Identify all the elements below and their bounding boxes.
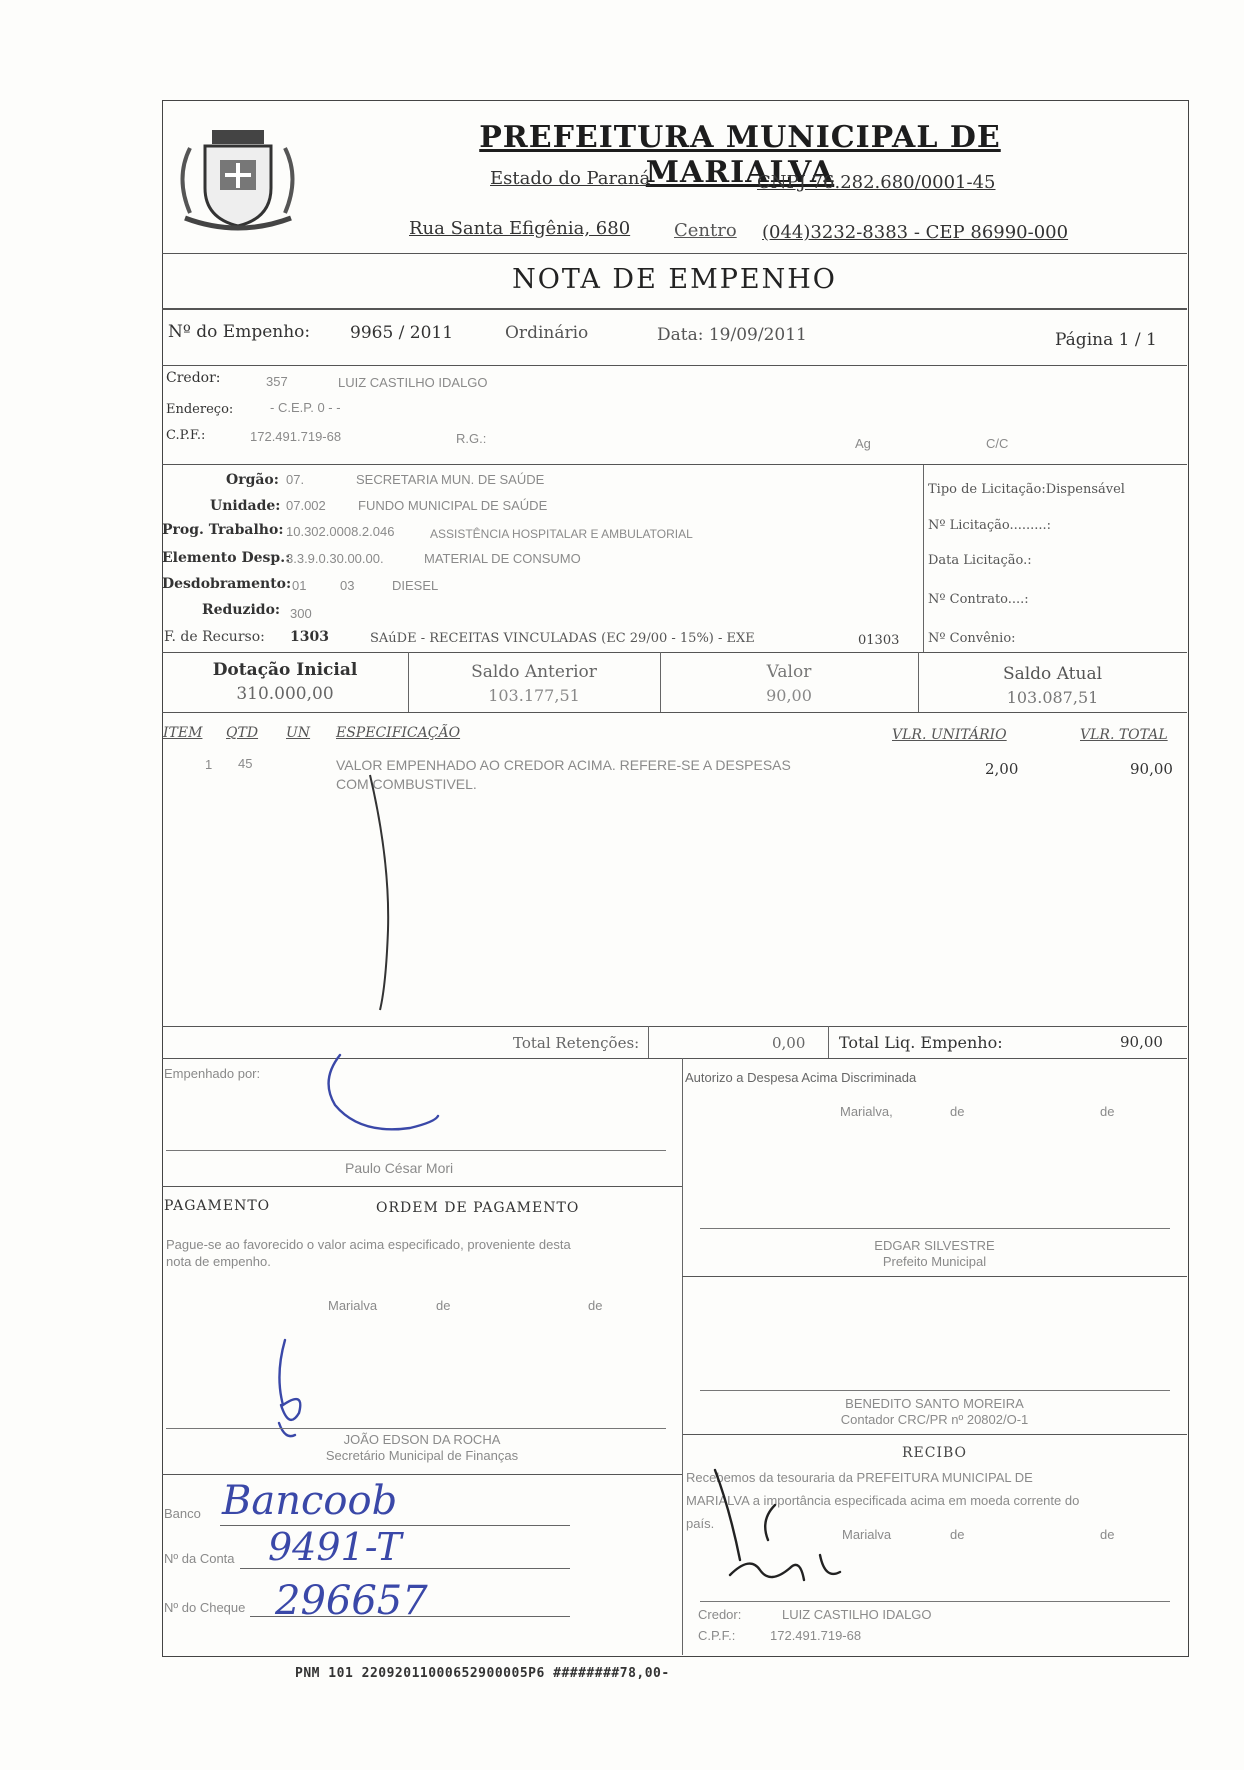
column-divider xyxy=(682,1058,683,1655)
divider xyxy=(162,652,1187,653)
recibo-line3: país. xyxy=(686,1516,715,1531)
elemento-label: Elemento Desp.: xyxy=(162,550,291,566)
valor-value: 90,00 xyxy=(766,686,812,705)
signature-line xyxy=(166,1150,666,1151)
cpf-label: C.P.F.: xyxy=(166,428,206,443)
desdobramento-name: DIESEL xyxy=(392,578,439,593)
reduzido-label: Reduzido: xyxy=(202,602,281,618)
rg-label: R.G.: xyxy=(456,431,487,446)
desdobramento-a: 01 xyxy=(292,578,307,593)
saldo-atual-label: Saldo Atual xyxy=(1002,664,1103,684)
elemento-code: 3.3.9.0.30.00.00. xyxy=(286,551,384,566)
banco-value: Bancoob xyxy=(222,1478,398,1524)
divider xyxy=(162,253,1187,254)
col-item: ITEM xyxy=(163,725,203,741)
tipo-licitacao: Tipo de Licitação:Dispensável xyxy=(928,482,1125,497)
col-spec: ESPECIFICAÇÃO xyxy=(336,725,461,741)
unidade-code: 07.002 xyxy=(286,498,326,513)
empenho-label: Nº do Empenho: xyxy=(168,322,311,342)
prog-code: 10.302.0008.2.046 xyxy=(286,524,395,539)
elemento-name: MATERIAL DE CONSUMO xyxy=(424,551,581,566)
page-number: Página 1 / 1 xyxy=(1055,330,1157,350)
column-divider xyxy=(828,1026,829,1058)
unidade-label: Unidade: xyxy=(210,498,281,514)
credor-name: LUIZ CASTILHO IDALGO xyxy=(338,375,488,390)
recurso-label: F. de Recurso: xyxy=(164,629,265,645)
item-total: 90,00 xyxy=(1130,760,1173,778)
signature-line xyxy=(700,1228,1170,1229)
prog-label: Prog. Trabalho: xyxy=(162,522,284,538)
prog-name: ASSISTÊNCIA HOSPITALAR E AMBULATORIAL xyxy=(430,527,693,541)
orgao-code: 07. xyxy=(286,472,305,487)
dotacao-value: 310.000,00 xyxy=(236,684,334,704)
cheque-line xyxy=(250,1616,570,1617)
district: Centro xyxy=(674,220,737,241)
conta-line xyxy=(240,1568,570,1569)
pague-line1: Pague-se ao favorecido o valor acima especificado, proveniente desta xyxy=(166,1237,571,1252)
secretario-role: Secretário Municipal de Finanças xyxy=(325,1448,519,1463)
liquido-value: 90,00 xyxy=(1120,1033,1163,1051)
phone-cep: (044)3232-8383 - CEP 86990-000 xyxy=(762,222,1069,243)
dotacao-label: Dotação Inicial xyxy=(212,660,358,680)
recibo-title: RECIBO xyxy=(901,1445,968,1461)
recibo-credor-name: LUIZ CASTILHO IDALGO xyxy=(782,1607,932,1622)
reduzido-value: 300 xyxy=(290,606,312,621)
recurso-code2: 01303 xyxy=(858,633,900,648)
account-label: C/C xyxy=(986,436,1009,451)
cnpj: CNPJ 76.282.680/0001-45 xyxy=(757,172,996,193)
pen-stroke xyxy=(350,770,410,1020)
conta-value: 9491-T xyxy=(268,1525,402,1569)
desdobramento-b: 03 xyxy=(340,578,355,593)
pagamento-title: PAGAMENTO xyxy=(164,1198,271,1214)
municipality-title: PREFEITURA MUNICIPAL DE MARIALVA xyxy=(479,120,1001,190)
retencoes-value: 0,00 xyxy=(772,1034,806,1052)
recibo-credor-label: Credor: xyxy=(698,1607,742,1622)
document-title: NOTA DE EMPENHO xyxy=(512,264,837,295)
col-unit: VLR. UNITÁRIO xyxy=(892,727,1007,743)
signature-credor xyxy=(700,1460,860,1610)
divider xyxy=(162,365,1187,366)
divider xyxy=(682,1276,1187,1277)
retencoes-label: Total Retenções: xyxy=(513,1034,640,1052)
col-qtd: QTD xyxy=(226,725,259,741)
footer-code: PNM 101 22092011000652900005P6 ########78,00- xyxy=(295,1666,670,1681)
orgao-label: Orgão: xyxy=(226,472,279,488)
pague-marialva: Marialva xyxy=(328,1298,378,1313)
divider xyxy=(162,1186,682,1187)
pague-de1: de xyxy=(436,1298,451,1313)
data-licitacao: Data Licitação.: xyxy=(928,553,1032,568)
recurso-name: SAúDE - RECEITAS VINCULADAS (EC 29/00 - 15%) - EXE xyxy=(370,631,755,646)
desdobramento-label: Desdobramento: xyxy=(162,576,292,592)
item-spec-line1: VALOR EMPENHADO AO CREDOR ACIMA. REFERE-SE A DESPESAS xyxy=(336,757,791,773)
autorizo-marialva: Marialva, xyxy=(840,1104,893,1119)
banco-label: Banco xyxy=(164,1506,201,1521)
saldo-anterior-value: 103.177,51 xyxy=(488,686,580,705)
orgao-name: SECRETARIA MUN. DE SAÚDE xyxy=(356,472,545,487)
empenho-date: Data: 19/09/2011 xyxy=(657,325,807,345)
signature-line xyxy=(166,1428,666,1429)
saldo-atual-value: 103.087,51 xyxy=(1006,688,1099,707)
numero-licitacao: Nº Licitação.........: xyxy=(928,518,1052,533)
recibo-line1: Recebemos da tesouraria da PREFEITURA MUNICIPAL DE xyxy=(686,1470,1033,1485)
street-address: Rua Santa Efigênia, 680 xyxy=(409,218,631,239)
recibo-de2: de xyxy=(1100,1527,1115,1542)
autorizo-de2: de xyxy=(1100,1104,1115,1119)
pague-de2: de xyxy=(588,1298,603,1313)
divider xyxy=(162,1474,682,1475)
valor-label: Valor xyxy=(766,662,812,682)
cpf-value: 172.491.719-68 xyxy=(250,429,342,444)
empenhado-label: Empenhado por: xyxy=(164,1066,261,1081)
divider xyxy=(162,464,1187,465)
item-spec-line2: COM COMBUSTIVEL. xyxy=(336,776,477,792)
autorizo-text: Autorizo a Despesa Acima Discriminada xyxy=(685,1070,917,1085)
column-divider xyxy=(648,1026,649,1058)
conta-label: Nº da Conta xyxy=(164,1551,235,1566)
signature-empenhado xyxy=(310,1050,460,1140)
credor-label: Credor: xyxy=(166,370,221,386)
col-total: VLR. TOTAL xyxy=(1080,727,1168,743)
autorizo-de1: de xyxy=(950,1104,965,1119)
prefeito-name: EDGAR SILVESTRE xyxy=(874,1238,995,1253)
recibo-cpf-label: C.P.F.: xyxy=(698,1628,736,1643)
item-qtd: 45 xyxy=(238,756,253,771)
column-divider xyxy=(923,465,924,652)
numero-contrato: Nº Contrato....: xyxy=(928,592,1029,607)
contador-role: Contador CRC/PR nº 20802/O-1 xyxy=(840,1412,1029,1427)
agency-label: Ag xyxy=(855,436,871,451)
liquido-label: Total Liq. Empenho: xyxy=(839,1033,1003,1052)
item-number: 1 xyxy=(205,757,213,772)
pague-line2: nota de empenho. xyxy=(166,1254,271,1269)
cheque-value: 296657 xyxy=(275,1578,428,1624)
recibo-cpf-value: 172.491.719-68 xyxy=(770,1628,862,1643)
cheque-label: Nº do Cheque xyxy=(164,1600,246,1615)
empenhado-name: Paulo César Mori xyxy=(345,1160,454,1176)
credor-code: 357 xyxy=(266,374,288,389)
unidade-name: FUNDO MUNICIPAL DE SAÚDE xyxy=(358,498,548,513)
item-unit-price: 2,00 xyxy=(985,760,1019,778)
contador-name: BENEDITO SANTO MOREIRA xyxy=(845,1396,1024,1411)
divider xyxy=(162,1026,1187,1027)
divider xyxy=(162,308,1187,310)
secretario-name: JOÃO EDSON DA ROCHA xyxy=(343,1432,501,1447)
signature-line xyxy=(700,1390,1170,1391)
recibo-line2: MARIALVA a importância especificada acima em moeda corrente do xyxy=(686,1493,1080,1508)
recurso-code: 1303 xyxy=(290,629,329,645)
endereco-label: Endereço: xyxy=(166,402,234,417)
empenho-type: Ordinário xyxy=(505,323,589,343)
divider xyxy=(162,712,1187,713)
recibo-de1: de xyxy=(950,1527,965,1542)
recibo-marialva: Marialva xyxy=(842,1527,892,1542)
prefeito-role: Prefeito Municipal xyxy=(882,1254,987,1269)
saldo-anterior-label: Saldo Anterior xyxy=(471,662,597,682)
signature-line xyxy=(700,1601,1170,1602)
col-un: UN xyxy=(286,725,311,741)
endereco-value: - C.E.P. 0 - - xyxy=(270,400,341,415)
state-name: Estado do Paraná xyxy=(490,168,651,189)
numero-convenio: Nº Convênio: xyxy=(928,631,1016,646)
divider xyxy=(682,1434,1187,1435)
empenho-number: 9965 / 2011 xyxy=(350,323,454,343)
ordem-title: ORDEM DE PAGAMENTO xyxy=(376,1200,580,1216)
